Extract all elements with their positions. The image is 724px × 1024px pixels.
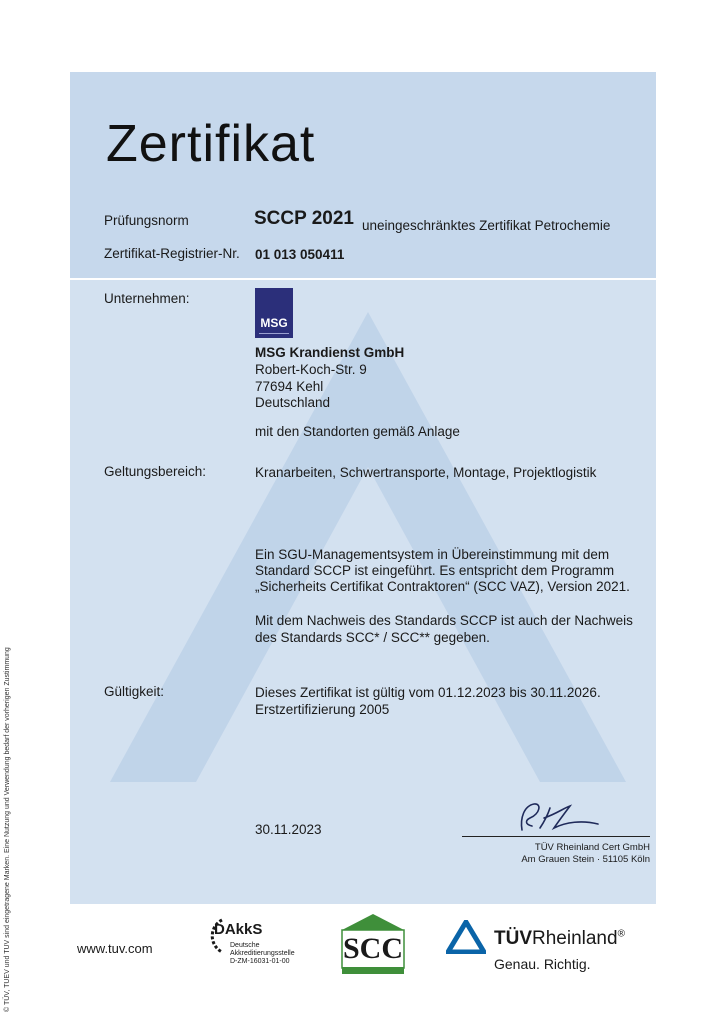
issuer-address: Am Grauen Stein · 51105 Köln	[521, 854, 650, 865]
tuv-brand-regular: Rheinland	[532, 928, 618, 949]
registry-number: 01 013 050411	[255, 247, 345, 262]
dakks-title: DAkkS	[214, 921, 263, 938]
validity-period: Dieses Zertifikat ist gültig vom 01.12.2023 bis 30.11.2026.	[255, 685, 601, 700]
scope-value: Kranarbeiten, Schwertransporte, Montage, Projektlogistik	[255, 465, 597, 480]
certificate-panel	[70, 72, 656, 904]
tuv-triangle-watermark	[70, 72, 656, 904]
dakks-line1: Deutsche	[230, 942, 260, 949]
trademark-note: © TÜV, TUEV und TUV sind eingetragene Marken. Eine Nutzung und Verwendung bedarf der vorherigen Zustimmung	[4, 647, 11, 1012]
dakks-id: D-ZM-16031-01-00	[230, 958, 290, 965]
registry-label: Zertifikat-Registrier-Nr.	[104, 246, 240, 261]
company-street: Robert-Koch-Str. 9	[255, 362, 367, 377]
company-city: 77694 Kehl	[255, 379, 324, 394]
dakks-logo	[200, 912, 320, 972]
norm-description: uneingeschränktes Zertifikat Petrochemie	[362, 218, 611, 233]
statement-line: Standard SCCP ist eingeführt. Es entspricht dem Programm	[255, 563, 615, 578]
norm-standard: SCCP 2021	[254, 208, 354, 229]
page-title: Zertifikat	[106, 115, 316, 173]
company-label: Unternehmen:	[104, 291, 190, 306]
statement-line: Ein SGU-Managementsystem in Übereinstimmung mit dem	[255, 547, 610, 562]
tuv-registered-mark: ®	[617, 928, 625, 940]
dakks-line2: Akkreditierungsstelle	[230, 950, 295, 957]
tuv-rheinland-logo	[446, 918, 676, 978]
initial-certification: Erstzertifizierung 2005	[255, 702, 390, 717]
tuv-brand-bold: TÜV	[494, 928, 532, 949]
issue-date: 30.11.2023	[255, 822, 322, 837]
statement-line: Mit dem Nachweis des Standards SCCP ist auch der Nachweis	[255, 613, 633, 628]
signature-icon	[510, 800, 610, 836]
footer	[0, 904, 724, 1024]
statement-line: des Standards SCC* / SCC** gegeben.	[255, 630, 490, 645]
website-link[interactable]: www.tuv.com	[77, 941, 153, 956]
scc-text: SCC	[342, 932, 403, 965]
signature-line	[462, 836, 650, 837]
msg-logo-text: MSG	[260, 316, 288, 330]
company-name: MSG Krandienst GmbH	[255, 345, 405, 360]
validity-label: Gültigkeit:	[104, 684, 165, 699]
statement-line: „Sicherheits Certifikat Contraktoren“ (SCC VAZ), Version 2021.	[255, 579, 630, 594]
tuv-triangle-icon	[446, 920, 486, 954]
tuv-slogan: Genau. Richtig.	[494, 956, 591, 972]
msg-logo	[255, 288, 293, 338]
scope-label: Geltungsbereich:	[104, 464, 207, 479]
scc-logo	[340, 912, 406, 974]
norm-label: Prüfungsnorm	[104, 213, 189, 228]
issuer-name: TÜV Rheinland Cert GmbH	[534, 842, 650, 853]
company-country: Deutschland	[255, 395, 331, 410]
company-sites-note: mit den Standorten gemäß Anlage	[255, 424, 460, 439]
